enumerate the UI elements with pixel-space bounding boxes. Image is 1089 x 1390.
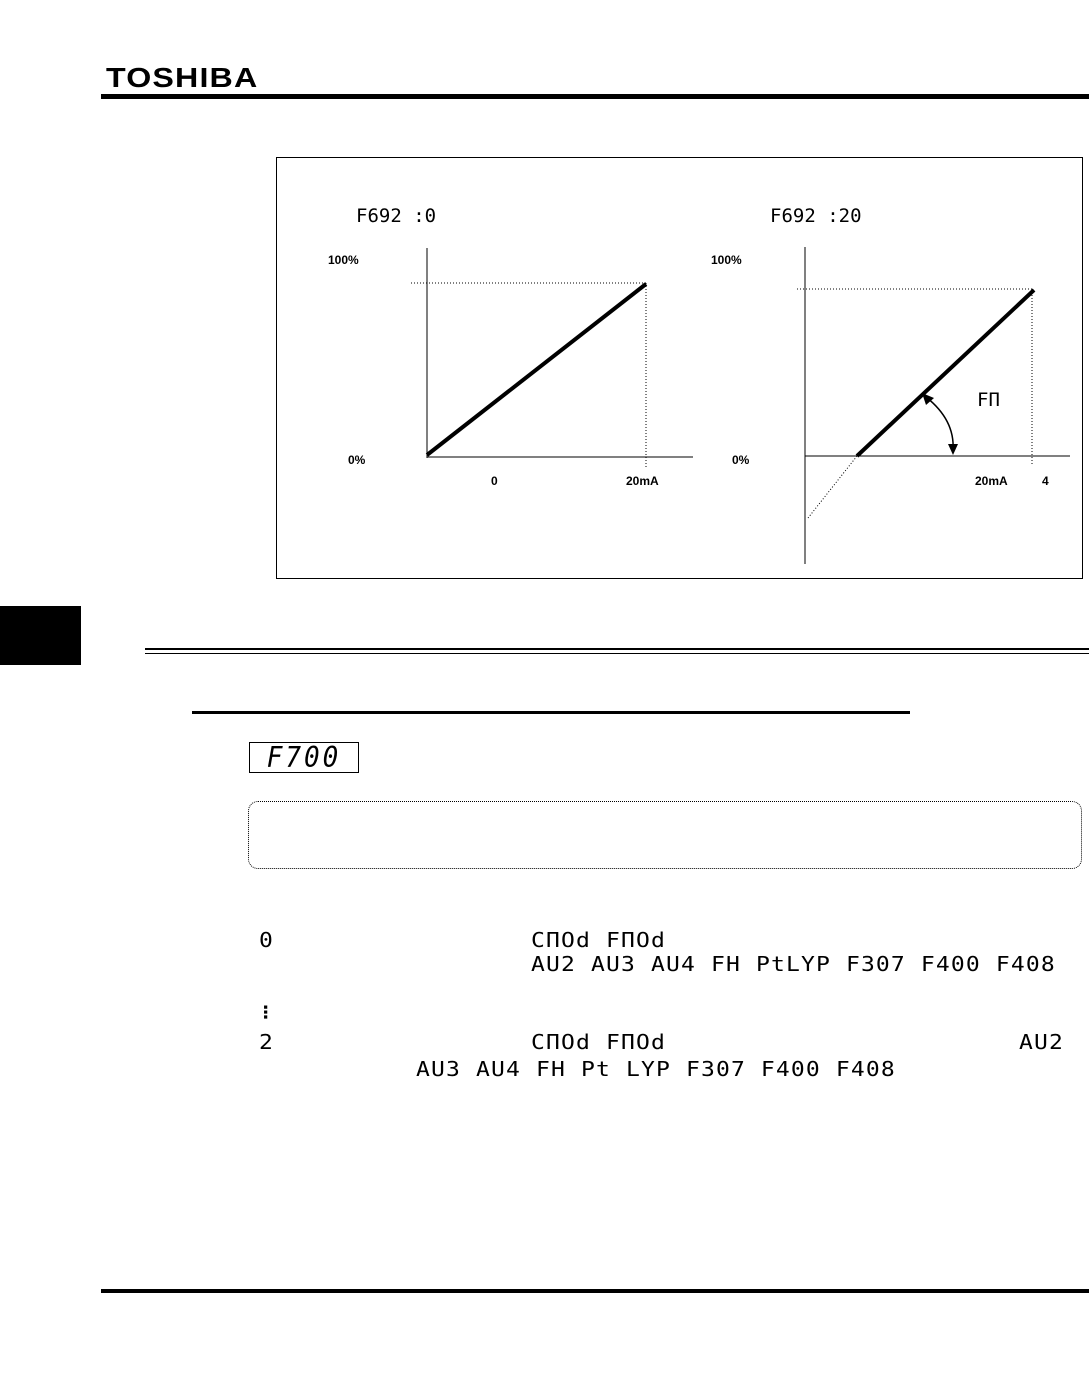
brand-logo: TOSHIBA (106, 62, 259, 93)
right-y-top-label: 100% (711, 253, 742, 267)
right-chart (711, 205, 1070, 564)
left-chart-title: F692 :0 (356, 205, 437, 227)
right-x-extra-label: 4 (1042, 474, 1049, 488)
right-y-bottom-label: 0% (732, 453, 750, 467)
parameter-code: F700 (266, 741, 342, 774)
option-2-codes-line2: AU3 AU4 FH Pt LYP F307 F400 F408 (416, 1057, 896, 1081)
left-x-start-label: 0 (491, 474, 498, 488)
left-chart (328, 205, 693, 488)
option-2-value: 2 (259, 1030, 275, 1054)
right-extrapolation-line (808, 456, 857, 518)
figure-charts (0, 0, 1089, 600)
subsection-rule (192, 711, 910, 714)
section-side-tab (0, 606, 81, 665)
right-chart-title: F692 :20 (770, 205, 862, 227)
right-x-end-label: 20mA (975, 474, 1008, 488)
option-0-codes-line2: AU2 AU3 AU4 FH PtLYP F307 F400 F408 (531, 952, 1056, 976)
left-y-top-label: 100% (328, 253, 359, 267)
option-0-codes-line1: CΠOd FΠOd (531, 928, 666, 952)
section-rule-thin (145, 653, 1089, 654)
option-2-codes-line1: CΠOd FΠOd (531, 1030, 666, 1054)
parameter-code-box (249, 742, 359, 773)
angle-arc (926, 397, 953, 450)
section-rule (145, 648, 1089, 650)
right-series-line (857, 290, 1034, 456)
option-2-codes-line1-end: AU2 (1019, 1030, 1064, 1054)
left-series-line (427, 284, 646, 455)
right-angle-label: FΠ (977, 389, 1000, 411)
option-0-value: 0 (259, 928, 275, 952)
note-box (248, 801, 1082, 869)
left-x-end-label: 20mA (626, 474, 659, 488)
angle-arrowhead-bottom (948, 444, 958, 455)
option-1-ellipsis: ⁝ (262, 1000, 271, 1024)
left-y-bottom-label: 0% (348, 453, 366, 467)
footer-rule (101, 1289, 1089, 1293)
